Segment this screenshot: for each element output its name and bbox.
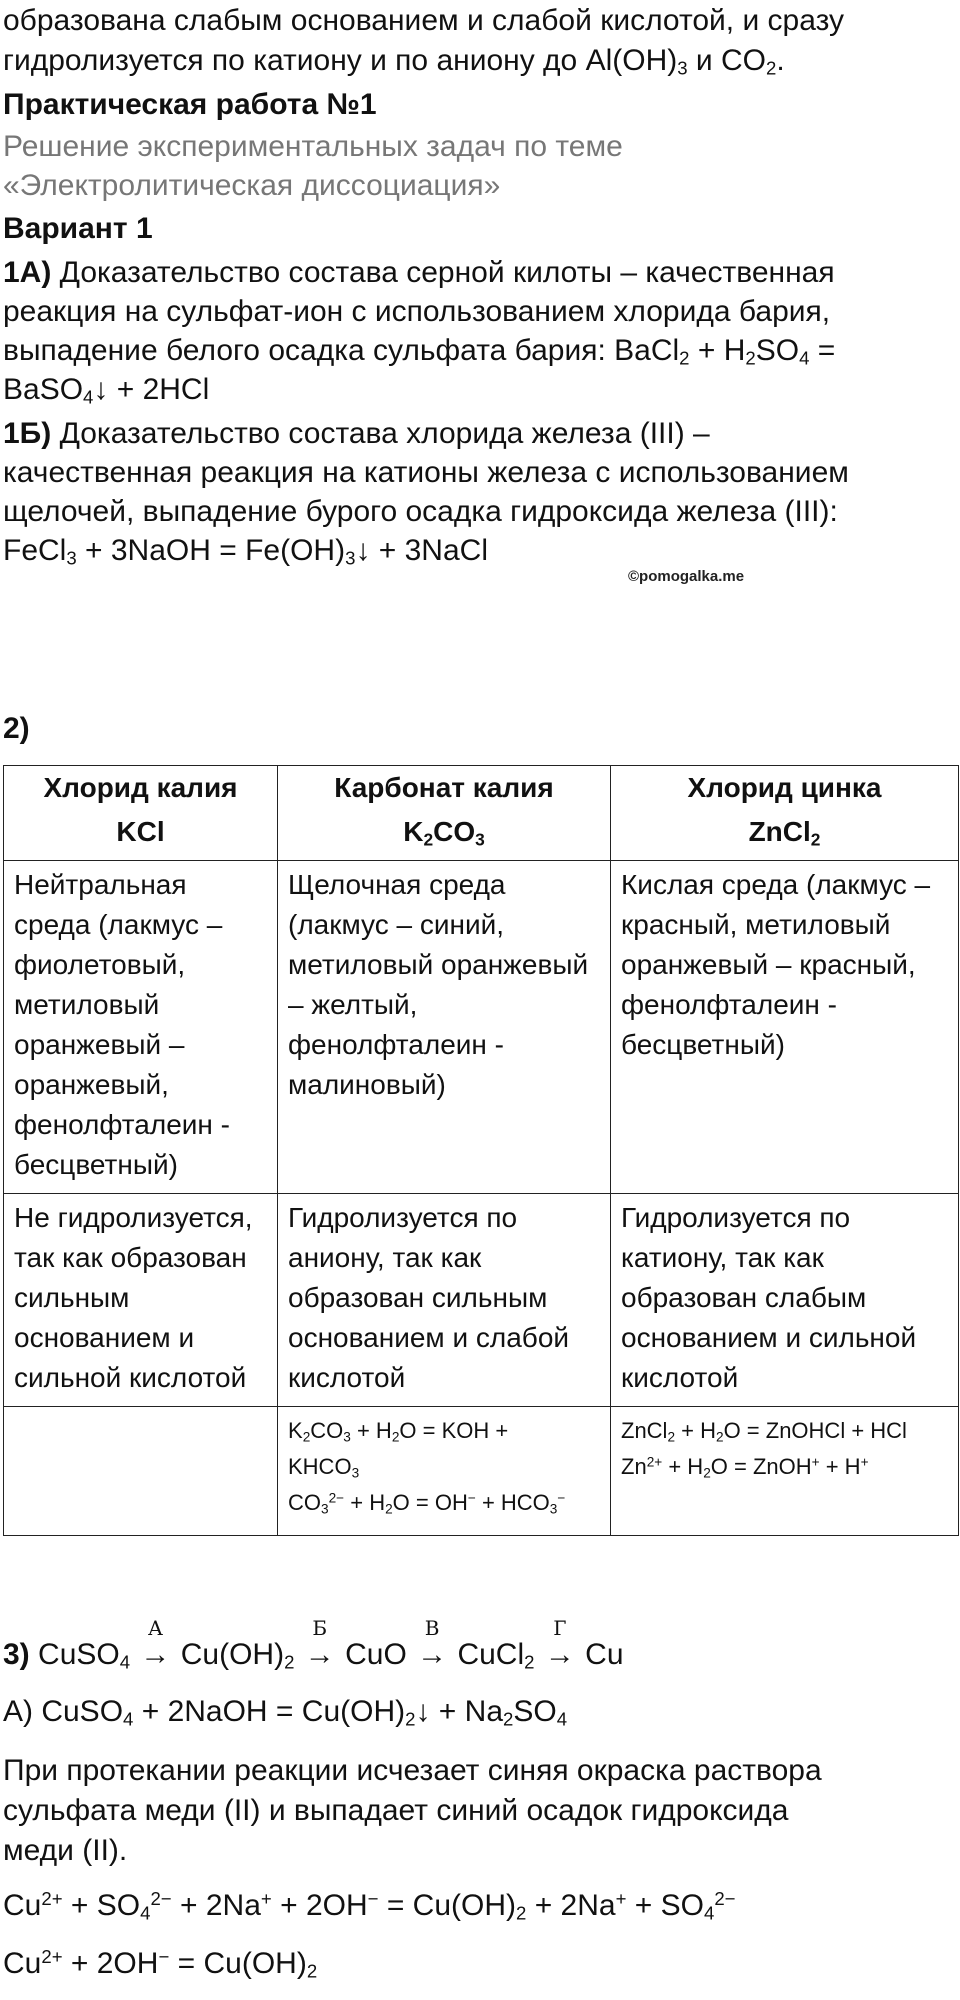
subtitle-line-2: «Электролитическая диссоциация» <box>3 169 501 202</box>
table-cell: Кислая среда (лакмус – красный, метиловый оранжевый – красный, фенолфталеин - бесцветный) <box>611 861 959 1194</box>
practical-work-heading: Практическая работа №1 <box>3 88 377 121</box>
table-cell: Нейтральная среда (лакмус – фиолетовый, метиловый оранжевый – оранжевый, фенолфталеин - бесцветный) <box>4 861 278 1194</box>
arrow-g: Г → <box>544 1616 575 1671</box>
task-3-full-ionic-equation: $Cu^{2+} + SO_4^{2-} + 2Na^+ + 2OH^- = Cu(OH)_2 + 2Na^+ + SO_4^{2-}$ <box>3 1887 736 1924</box>
table-row-equations <box>4 1407 959 1536</box>
table-cell <box>4 1407 278 1536</box>
watermark: ©pomogalka.me <box>628 568 745 585</box>
task-1b-line-2: качественная реакция на катионы железа с использованием <box>3 456 849 489</box>
table-cell-zncl2-equations: ZnCl$_2$ + $H_2O$ = ZnOHCl + HCl $Zn^{2+} + H_2O$ = ZnOH+ + H+ <box>611 1407 959 1536</box>
table-header-row <box>4 766 959 861</box>
task-1a-line-2: реакция на сульфат-ион с использованием хлорида бария, <box>3 295 831 328</box>
task-3-paragraph-line-2: сульфата меди (II) и выпадает синий осадок гидроксида <box>3 1794 789 1827</box>
table-cell-k2co3-equations: $K_2CO_3 + H_2O$ = KOH + $KHCO_3$ $CO_3^{2-} + H_2O = OH^- + HCO_3^-$ <box>278 1407 611 1536</box>
task-3-short-ionic-equation: $Cu^{2+} + 2OH^- = Cu(OH)_2$ <box>3 1945 318 1982</box>
task-2-label: 2) <box>3 712 30 745</box>
task-3-paragraph-line-3: меди (II). <box>3 1834 128 1867</box>
task-1b-line-4: FeCl$_3$ + 3NaOH = $Fe(OH)_3↓$ + 3NaCl <box>3 534 488 569</box>
task-1b-line-1: 1Б) Доказательство состава хлорида железа (III) – <box>3 417 710 450</box>
task-3-chain: 3) CuSO$_4$ А → $Cu(OH)_2$ Б → CuO В → CuCl$_2$ Г → Cu <box>3 1634 624 1675</box>
arrow-v: В → <box>417 1616 448 1671</box>
header-potassium-chloride: Хлорид калия KCl <box>4 766 278 861</box>
table-cell: Гидролизуется по аниону, так как образован сильным основанием и слабой кислотой <box>278 1194 611 1407</box>
intro-line-1: образована слабым основанием и слабой кислотой, и сразу <box>3 4 845 37</box>
task-1a-line-3: выпадение белого осадка сульфата бария: BaCl$_2$ + $H_2SO_4$ = <box>3 334 836 369</box>
header-zinc-chloride: Хлорид цинка ZnCl$_2$ <box>611 766 959 861</box>
task-3-reaction-a: А) CuSO$_4$ + 2NaOH = $Cu(OH)_2↓ + Na_2SO_4$ <box>3 1695 568 1730</box>
intro-line-2: гидролизуется по катиону и по аниону до $Al(OH)_3$ и $CO_2$. <box>3 44 785 79</box>
header-potassium-carbonate: Карбонат калия $K_2CO_3$ <box>278 766 611 861</box>
task-1a-line-4: BaSO$_4$↓ + 2HCl <box>3 373 210 408</box>
salts-table <box>3 765 959 1536</box>
table-row-medium <box>4 861 959 1194</box>
arrow-a: А → <box>140 1616 171 1671</box>
task-1a-line-1: 1А) Доказательство состава серной килоты – качественная <box>3 256 835 289</box>
table-cell: Щелочная среда (лакмус – синий, метиловый оранжевый – желтый, фенолфталеин - малиновый) <box>278 861 611 1194</box>
table-row-hydrolysis <box>4 1194 959 1407</box>
subtitle-line-1: Решение экспериментальных задач по теме <box>3 130 623 163</box>
arrow-b: Б → <box>304 1616 335 1671</box>
task-3-paragraph-line-1: При протекании реакции исчезает синяя окраска раствора <box>3 1754 822 1787</box>
variant-heading: Вариант 1 <box>3 212 153 245</box>
table-cell: Не гидролизуется, так как образован сильным основанием и сильной кислотой <box>4 1194 278 1407</box>
task-1b-line-3: щелочей, выпадение бурого осадка гидроксида железа (III): <box>3 495 838 528</box>
table-cell: Гидролизуется по катиону, так как образован слабым основанием и сильной кислотой <box>611 1194 959 1407</box>
